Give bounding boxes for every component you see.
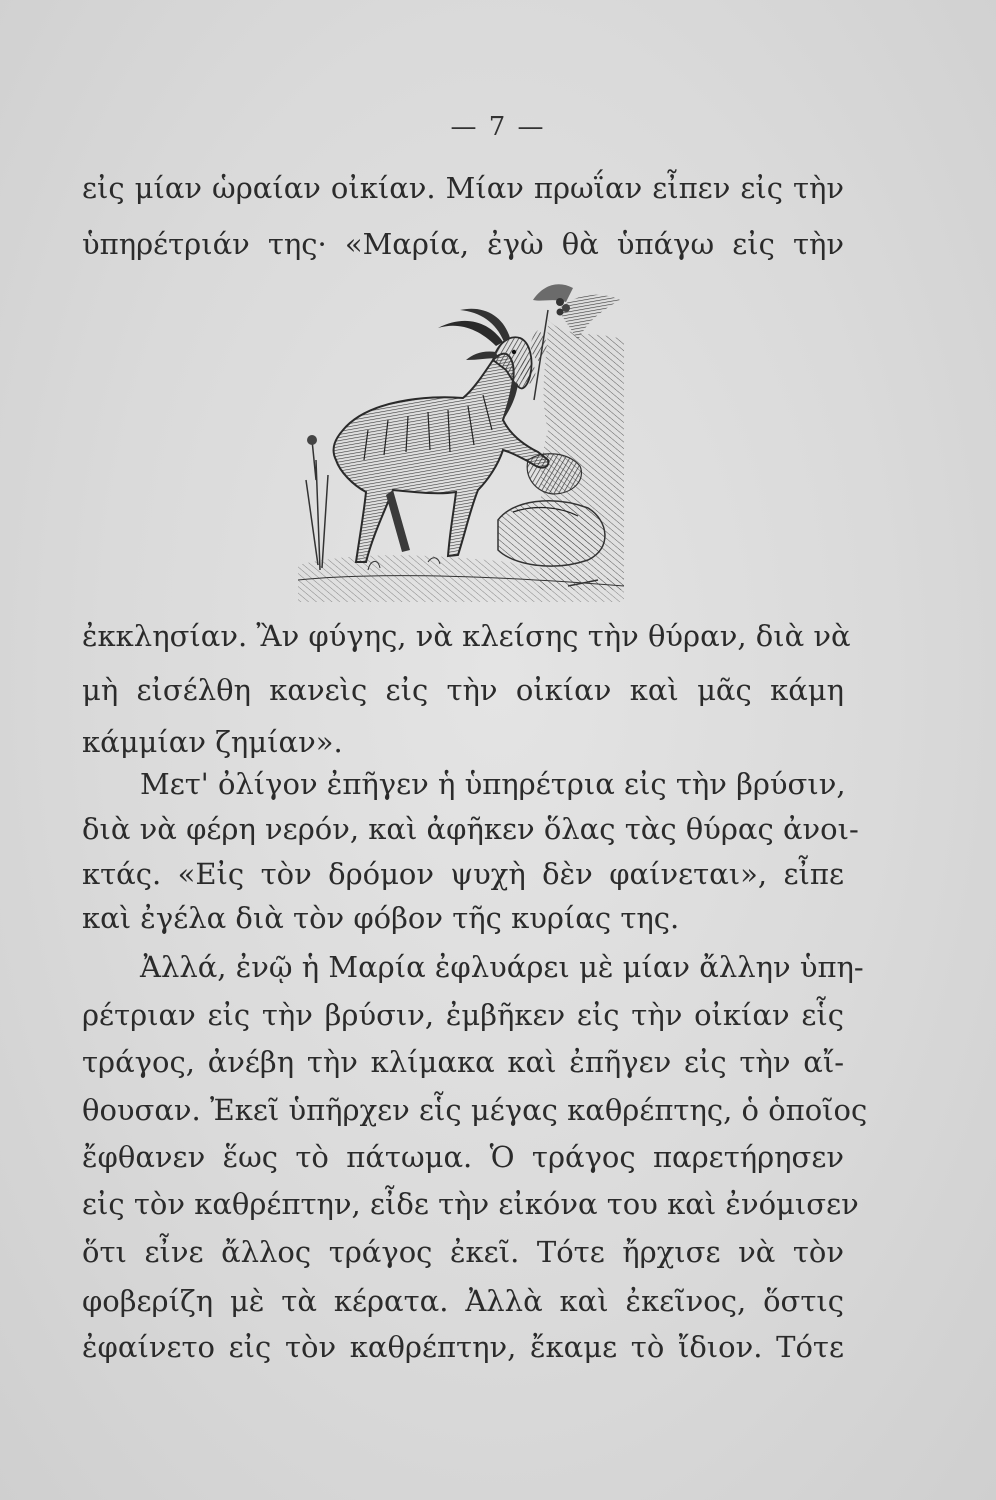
goat-engraving-icon [298,280,624,602]
text-line: διὰ νὰ φέρη νερόν, καὶ ἀφῆκεν ὅλας τὰς θύρας ἀνοι- [82,812,859,846]
text-line: τράγος, ἀνέβη τὴν κλίμακα καὶ ἐπῆγεν εἰς τὴν αἴ- [82,1045,844,1079]
text-line: ρέτριαν εἰς τὴν βρύσιν, ἐμβῆκεν εἰς τὴν οἰκίαν εἷς [82,998,844,1032]
text-line: ἐκκλησίαν. Ἂν φύγης, νὰ κλείσης τὴν θύραν, διὰ νὰ [82,619,851,653]
page-number: — 7 — [450,112,546,142]
text-line: θουσαν. Ἐκεῖ ὑπῆρχεν εἷς μέγας καθρέπτης, ὁ ὁποῖος [82,1093,868,1127]
text-line: κάμμίαν ζημίαν». [82,725,343,759]
text-line: ὅτι εἶνε ἄλλος τράγος ἐκεῖ. Τότε ἤρχισε νὰ τὸν [82,1235,844,1269]
text-line: εἰς μίαν ὡραίαν οἰκίαν. Μίαν πρωΐαν εἶπεν εἰς τὴν [82,171,844,205]
text-line: καὶ ἐγέλα διὰ τὸν φόβον τῆς κυρίας της. [82,901,680,935]
text-line: μὴ εἰσέλθη κανεὶς εἰς τὴν οἰκίαν καὶ μᾶς κάμη [82,673,844,707]
text-line: κτάς. «Εἰς τὸν δρόμον ψυχὴ δὲν φαίνεται», εἶπε [82,857,844,891]
text-line: ὑπηρέτριάν της· «Μαρία, ἐγὼ θὰ ὑπάγω εἰς τὴν [82,227,844,261]
text-line: ἔφθανεν ἕως τὸ πάτωμα. Ὁ τράγος παρετήρησεν [82,1140,844,1174]
text-line: φοβερίζη μὲ τὰ κέρατα. Ἀλλὰ καὶ ἐκεῖνος, ὅστις [82,1284,844,1318]
text-line: ἐφαίνετο εἰς τὸν καθρέπτην, ἔκαμε τὸ ἴδιον. Τότε [82,1330,844,1364]
text-line: Μετ' ὀλίγον ἐπῆγεν ἡ ὑπηρέτρια εἰς τὴν βρύσιν, [140,767,846,801]
text-line: Ἀλλά, ἐνῷ ἡ Μαρία ἐφλυάρει μὲ μίαν ἄλλην ὑπη- [140,950,864,984]
text-line: εἰς τὸν καθρέπτην, εἶδε τὴν εἰκόνα του καὶ ἐνόμισεν [82,1187,859,1221]
